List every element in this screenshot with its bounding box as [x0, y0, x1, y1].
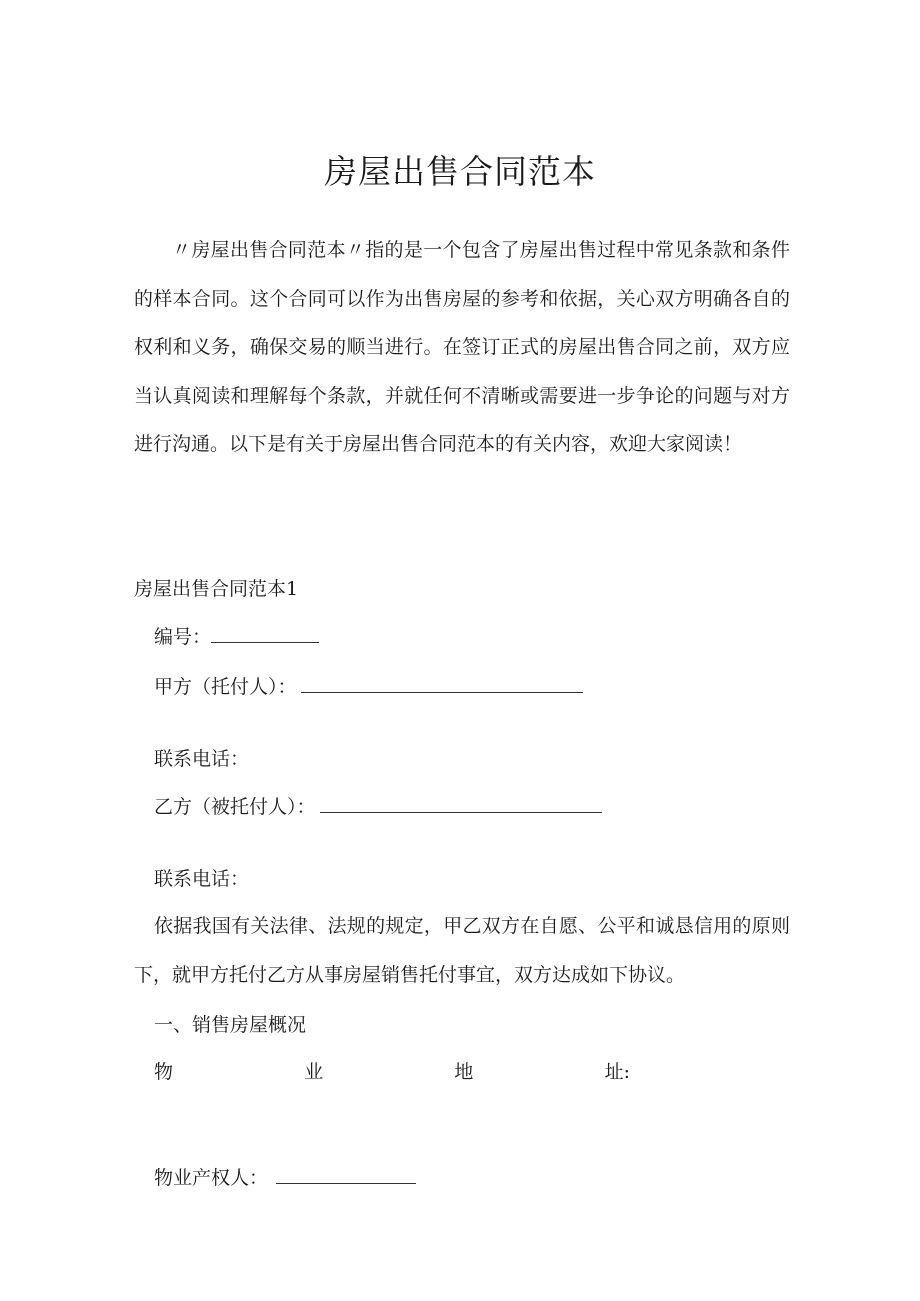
party-a-blank — [301, 674, 583, 693]
party-b-label: 乙方（被托付人）： — [154, 796, 316, 818]
agreement-paragraph: 依据我国有关法律、法规的规定，甲乙双方在自愿、公平和诚恳信用的原则下，就甲方托付乙方从事房屋销售托付事宜，双方达成如下协议。 — [134, 915, 790, 986]
property-address-char: 址: — [604, 1061, 630, 1083]
intro-paragraph: 〃房屋出售合同范本〃指的是一个包含了房屋出售过程中常见条款和条件的样本合同。这个合同可以作为出售房屋的参考和依据，关心双方明确各自的权利和义务，确保交易的顺当进行。在签订正式的房屋出售合同之前，双方应当认真阅读和理解每个条款，并就任何不清晰或需要进一步争论的问题与对方进行沟通。以下是有关于房屋出售合同范本的有关内容，欢迎大家阅读！ — [134, 239, 790, 456]
party-b-phone-label: 联系电话： — [154, 868, 250, 890]
party-a-label: 甲方（托付人）： — [154, 676, 297, 698]
property-owner-label: 物业产权人： — [154, 1167, 269, 1189]
party-b-blank — [320, 794, 602, 813]
contract-number-blank — [211, 624, 319, 643]
party-a-line — [154, 674, 583, 700]
contract-number-line — [154, 624, 319, 650]
property-owner-blank — [276, 1165, 416, 1184]
property-address-line — [154, 1059, 630, 1085]
document-title: 房屋出售合同范本 — [324, 152, 596, 191]
property-owner-line — [154, 1165, 416, 1191]
property-address-char: 物 — [154, 1061, 174, 1083]
contract-number-label: 编号： — [154, 626, 212, 648]
property-address-char: 地 — [454, 1061, 474, 1083]
party-a-phone-label: 联系电话： — [154, 748, 250, 770]
party-b-line — [154, 794, 602, 820]
section-title: 房屋出售合同范本1 — [134, 578, 299, 600]
property-address-char: 业 — [304, 1061, 324, 1083]
clause-1-title: 一、销售房屋概况 — [154, 1014, 307, 1036]
